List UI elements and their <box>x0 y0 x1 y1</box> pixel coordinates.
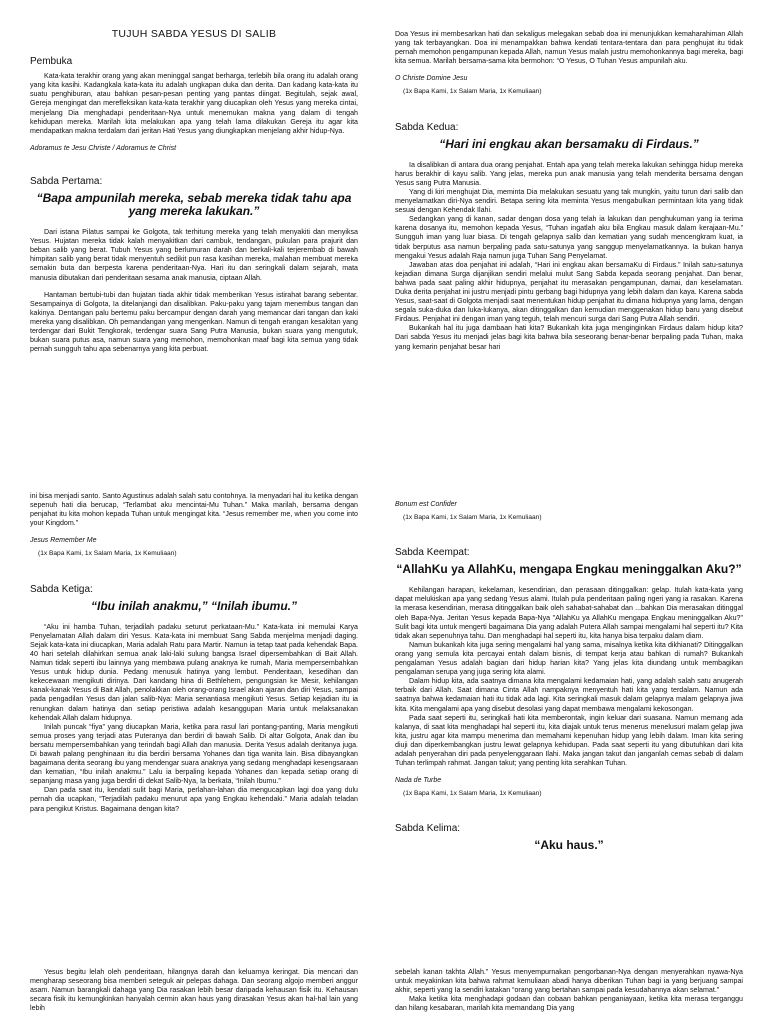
sabda5-heading: Sabda Kelima: <box>395 823 461 835</box>
sabda4-paragraph: Kehilangan harapan, kekelaman, kesendirian, dan perasaan ditinggalkan: gelap. Itulah kata-kata yang dapat melukiskan apa yang sedang Yesus alami. Itulah pula penderitaan paling ngeri yang ia rasakan. Karena Ia merasa kesendirian, merasa ditinggalkan baik oleh sahabat-sahabat dan ...bahkan Dia merasakan ditinggal oleh Bapa-Nya. Jeritan Yesus kepada Bapa-Nya "AllahKu ya AllahKu mengapa Engkau meninggalkan Aku?" Sulit bagi kita untuk mengerti bagaimana Dia yang adalah Putera Allah sampai mengalami hal seperti itu? Kita tidak akan sepenuhnya tahu. Dan menghadapi hal seperti itu, kita hanya bisa terpaku dalam diam. <box>395 586 743 640</box>
column-top-right <box>395 30 743 352</box>
sabda2-latin: Jesus Remember Me <box>30 537 97 545</box>
sabda2-paragraph: Sedangkan yang di kanan, sadar dengan dosa yang telah ia lakukan dan penghukuman yang ia terima karena dosanya itu, memohon kepada Yesus, “Tuhan ingatlah aku bila Engkau masuk dalam kerajaan-Mu.” Sungguh iman yang luar biasa. Di tengah gelapnya salib dan kematian yang sudah mencengkram kuat, ia tidak berputus asa namun berpaling pada satu-satunya yang sanggup menyelamatkannya. Ia bukan hanya mengakui Yesus adalah Raja namun juga Tuhan Sang Penyelamat. <box>395 215 743 260</box>
pembuka-heading: Pembuka <box>30 56 73 68</box>
sabda4-prayer: (1x Bapa Kami, 1x Salam Maria, 1x Kemuliaan) <box>403 790 542 798</box>
column-middle-left <box>30 492 358 814</box>
sabda5-quote: “Aku haus.” <box>534 838 604 853</box>
column-top-left <box>30 30 358 354</box>
sabda1-quote: “Bapa ampunilah mereka, sebab mereka tidak tahu apa yang mereka lakukan.” <box>36 191 352 219</box>
sabda2-paragraph: Jawaban atas doa penjahat ini adalah, “Hari ini engkau akan bersamaKu di Firdaus.” Inilah satu-satunya kejadian dimana Surga dijanjikan sendiri melalui mulut Sang Sabda kepada seorang penjahat. Dan benar, bahwa pada saat paling akhir hidupnya, penjahat itu merasakan pengampunan, damai, dan keselamatan. Duka derita penjahat ini justru menjadi pintu gerbang bagi hidupnya yang lebih dalam dan kaya. Karena sabda Yesus, saat-saat di Golgota menjadi saat menentukan hidup penjahat itu dimana hidupnya yang lama, dengan segala suka-duka dan luka-lukanya, akan ditinggalkan dan kemudian menggenakan hidup baru yang disebut Firdaus. Penjahat ini dengan iman yang teguh, telah mencuri surga dari Sang Putra Allah sendiri. <box>395 260 743 324</box>
sabda3-latin: Bonum est Confider <box>395 501 457 508</box>
sabda3-quote: “Ibu inilah anakmu,” “Inilah ibumu.” <box>90 598 297 613</box>
column-middle-right <box>395 492 743 862</box>
sabda3-paragraph: “Aku ini hamba Tuhan, terjadilah padaku seturut perkataan-Mu.” Kata-kata ini memulai Karya Penyelamatan Allah dalam diri Yesus. Kata-kata ini membuat Sang Sabda menjelma menjadi daging. Sejak kata-kata ini diucapkan, Maria adalah Ratu para Martir. Namun ia tetap taat pada kehendak Bapa. 40 hari setelah dilahirkan semua anak laki-laki sulung bangsa Israel dipersembahkan di Bait Allah. Namun tidak seperti ibu lainnya yang membawa pulang anaknya ke rumah, Maria mempersembahkan Yesus untuk hidup dunia. Pedang menusuk hatinya yang lembut. Penderitaan, kesedihan dan kekecewaan mengikuti dirinya. Dari kandang hina di Bethlehem, pengungsian ke Mesir, kehilangan kanak-kanak Yesus di Bait Allah, penolakkan oleh orang-orang Israel akan ajaran dan diri Yesus, sampai pada pengadilan Yesus dan jalan salib-Nya: Maria senantiasa mengikuti Yesus. Setiap kejadian itu ia renungkan dalam hatinya dan setiap peristiwa adalah kesanggupan Maria untuk melaksanakan kehendak Allah dalam hidupnya. <box>30 622 358 722</box>
pembuka-text: Kata-kata terakhir orang yang akan meninggal sangat berharga, terlebih bila orang itu adalah orang yang kita kasihi. Kadangkala kata-kata itu adalah ungkapan duka dan derita. Dan kadang kata-kata itu suatu penghiburan, atau bahkan pesan-pesan penting yang pantas diingat. Begitulah, sejak awal, Gereja mengingat dan merefleksikan kata-kata terakhir yang diucapkan oleh Yesus yang mereka cintai, menjelang Dia menghadapi penderitaan-Nya untuk menemukan makna yang dalam di tengah kehidupan mereka. Marilah kita melakukan apa yang telah lama dilakukan Gereja itu agar kita mendapatkan makna terdalam dari jeritan Hati Yesus yang diungkapkan menjelang akhir hidup-Nya. <box>30 72 358 135</box>
sabda1-latin: O Christe Domine Jesu <box>395 75 468 83</box>
sabda2-paragraph: Bukankah hal itu juga dambaan hati kita? Bukankah kita juga menginginkan Firdaus dalam hidup kita? Dari sabda Yesus itu menjadi jelas bagi kita bahwa bila seseorang benar-benar berpaling pada Tuhan, maka yang kemarin penjahat besar hari <box>395 324 743 351</box>
sabda4-heading: Sabda Keempat: <box>395 547 470 559</box>
sabda2-heading: Sabda Kedua: <box>395 121 459 133</box>
sabda3-paragraph: Dan pada saat itu, kendati sulit bagi Maria, perlahan-lahan dia mengucapkan lagi doa yang dulu pernah dia ucapkan, “Terjadilah padaku menurut apa yang Engkau kehendaki.” Maria adalah teladan para pengikut Kristus. Bagaimana dengan kita? <box>30 786 358 813</box>
sabda2-closing-paragraph: ini bisa menjadi santo. Santo Agustinus adalah salah satu contohnya. Ia menyadari hal itu ketika dengan sepenuh hati dia berucap, “Terlambat aku mencintai-Mu Tuhan.” Maka marilah, bersama dengan penjahat itu kita mohon kepada Tuhan untuk mengingat kita. “Jesus remember me, when you come into your Kingdom.” <box>30 492 358 528</box>
sabda4-quote: “AllahKu ya AllahKu, mengapa Engkau meninggalkan Aku?” <box>396 562 742 577</box>
pembuka-latin: Adoramus te Jesu Christe / Adoramus te Christ <box>30 144 177 152</box>
sabda1-closing-paragraph: Doa Yesus ini membesarkan hati dan sekaligus melegakan sebab doa ini menunjukkan kemaharahiman Allah yang tak terbayangkan. Doa ini menampakkan bahwa kendati tentara-tentara dan para penghujat itu tidak pernah memohon pengampunan kepada Allah, namun Yesus malah justru memohonkannya bagi mereka, bagi kita semua. Marilah bersama-sama kita bermohon: “O Yesus, O Tuhan Yesus ampunilah aku. <box>395 30 743 66</box>
sabda1-heading: Sabda Pertama: <box>30 175 103 187</box>
column-bottom-left <box>30 968 358 1013</box>
sabda1-paragraph: Dari istana Pilatus sampai ke Golgota, tak terhitung mereka yang telah menyakiti dan menyiksa Yesus. Hujatan mereka tidak kalah menyakitkan dari cambuk, tendangan, pukulan para prajurit dan beban salib yang berat. Tubuh Yesus yang berlumuran darah dan berkali-kali terjerembab di bawah himpitan salib yang berat tidak menyentuh sedikit pun rasa kasihan mereka, malahan membuat mereka semakin buta dan berpesta karena penderitaan-Nya. Hari itu dan seringkali dalam sejarah, mata manusia dibutakan dari penderitaan sesama anak manusia, ciptaan Allah. <box>30 228 358 282</box>
column-bottom-right <box>395 968 743 1013</box>
sabda7-paragraph: sebelah kanan takhta Allah.” Yesus menyempurnakan pengorbanan-Nya dengan menyerahkan nyawa-Nya untuk meyakinkan kita bahwa rahmat kemuliaan abadi hanya diberikan Tuhan bagi ia yang berjuang sampai akhir, seperti yang Ia sendiri katakan “orang yang bertahan sampai pada kesudahannya akan selamat.” <box>395 968 743 995</box>
sabda3-heading: Sabda Ketiga: <box>30 583 93 595</box>
sabda2-prayer: (1x Bapa Kami, 1x Salam Maria, 1x Kemuliaan) <box>38 550 177 558</box>
page-title: TUJUH SABDA YESUS DI SALIB <box>111 28 277 40</box>
sabda4-paragraph: Dalam hidup kita, ada saatnya dimana kita mengalami kedamaian hati, yang adalah salah satu anugerah terbaik dari Allah. Saat dimana Cinta Allah nampaknya menyentuh hati kita yang terdalam. Namun ada saatnya bahwa kedamaian hati itu tidak ada lagi. Kita seringkali masuk dalam gelapnya malam gelapnya jiwa kita. Kita mengalami apa yang disebut desolasi yang dapat membawa mengalami kekosongan. <box>395 677 743 713</box>
sabda3-prayer: (1x Bapa Kami, 1x Salam Maria, 1x Kemuliaan) <box>403 514 542 522</box>
sabda1-prayer: (1x Bapa Kami, 1x Salam Maria, 1x Kemuliaan) <box>403 88 542 96</box>
sabda1-paragraph: Hantaman bertubi-tubi dan hujatan tiada akhir tidak memberikan Yesus istirahat barang sebentar. Sesampainya di Golgota, Ia ditelanjangi dan disalibkan. Paku-paku yang tajam menembus tangan dan kakinya. Dentangan palu bertemu paku bercampur dengan darah yang memancar dari tangan dan kaki mereka yang disalibkan. Oh pemandangan yang mengerikan. Namun di tengah erangan kesakitan yang terdengar dari Bukit Tengkorak, terdengar suara Sang Putra Manusia, bukan suara yang mengutuk, bukan suara putus asa, namun suara yang memohon, memohonkan maaf bagi kita semua yang tidak pernah sungguh tahu apa sebenarnya yang kita perbuat. <box>30 290 358 354</box>
sabda4-paragraph: Pada saat seperti itu, seringkali hati kita memberontak, ingin keluar dari suasana. Namun memang ada kalanya, di saat kita menghadapi hal seperti itu, kita diajak untuk terus menerus menelusuri malam gelap jiwa kita, justru agar kita mampu menerima dan memahami kepenuhan hidup yang lebih dalam. Iman kita sering diuji dan diperkembangkan justru lewat gelapnya kehidupan. Pada saat seperti itu yang dibutuhkan dari kita adalah penyerahan diri pada penyelenggaraan Ilahi. Maka jangan takut dan janganlah cemas sebab di dalam Tuhan terlimpah rahmat. Jangan takut; yang penting kita serahkan Tuhan. <box>395 713 743 768</box>
sabda5-paragraph: Yesus begitu lelah oleh penderitaan, hilangnya darah dan keluarnya keringat. Dia mencari dan mengharap seseorang bisa memberi seteguk air pelepas dahaga. Dan seorang algojo memberi anggur asam. Namun barangkali dahaga yang Dia rasakan lebih besar daripada kehausan fisik itu. Kehausan secara fisik itu kemungkinkan hanyalah cermin akan haus yang dirasakan Yesus akan hal-hal lain yang lebih <box>30 968 358 1013</box>
sabda2-quote: “Hari ini engkau akan bersamaku di Firdaus.” <box>439 136 699 151</box>
sabda4-latin: Nada de Turbe <box>395 777 442 785</box>
sabda7-paragraph: Maka ketika kita menghadapi godaan dan cobaan bahkan penganiayaan, ketika kita merasa terganggu dan hilang kesabaran, marilah kita memandang Dia yang <box>395 995 743 1013</box>
sabda4-paragraph: Namun bukankah kita juga sering mengalami hal yang sama, misalnya ketika kita dikhianati? Ditinggalkan orang yang semula kita percayai entah dalam bisnis, di tempat kerja atau bahkan di rumah? Bukankah pengalaman Yesus adalah bagian dari hidup harian kita? Yang jelas kita diundang untuk membagikan pengalaman serupa yang juga sering kita alami. <box>395 640 743 677</box>
sabda3-paragraph: Inilah puncak “fiya” yang diucapkan Maria, ketika para rasul lari pontang-panting, Maria mengikuti semua proses yang terjadi atas Puteranya dan berdiri di bawah Salib. Di altar Golgota, Anak dan ibu bersatu mempersembahkan yang terindah bagi Allah dan manusia. Derita Yesus adalah deritanya juga. Di bawah palang penghinaan itu dia berdiri bersama Yohanes dan tiga wanita lain. Bisa dibayangkan bagaimana derita seorang ibu yang mendengar suara anaknya yang sedang menghadapi kesengsaraan dan kematian, “Ibu inilah anakmu.” Lalu ia berpaling kepada Yohanes dan kepada setiap orang di sepanjang masa yang juga berdiri di dekat Salib-Nya, Ia berkata, “Inilah Ibumu.” <box>30 722 358 786</box>
sabda2-paragraph: Ia disalibkan di antara dua orang penjahat. Entah apa yang telah mereka lakukan sehingga hidup mereka harus berakhir di kayu salib. Yang jelas, mereka pun anak manusia yang telah menderita bersama dengan Yesus sang Putra Manusia. <box>395 160 743 187</box>
sabda2-paragraph: Yang di kiri menghujat Dia, meminta Dia melakukan sesuatu yang tak mungkin, yaitu turun dari salib dan menyelamatkan diri-Nya sendiri. Betapa sering kita meminta Yesus mengabulkan permintaan kita yang tidak sesuai dengan Kehendak Ilahi. <box>395 187 743 215</box>
